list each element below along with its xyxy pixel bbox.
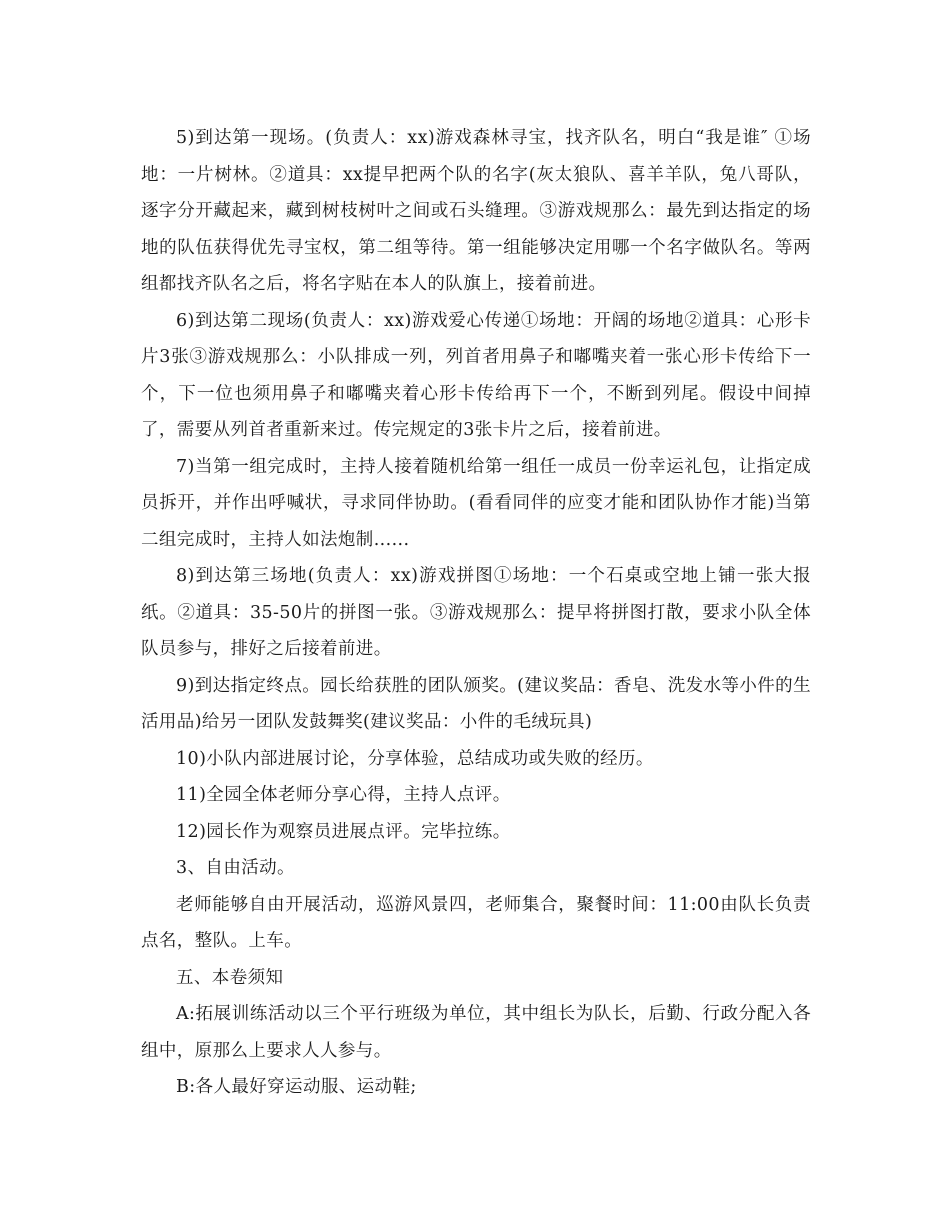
paragraph-note-b: B:各人最好穿运动服、运动鞋; (176, 1077, 417, 1097)
paragraph-note-a: A:拓展训练活动以三个平行班级为单位，其中组长为队长，后勤、行政分配入各组中，原那么上要求人人参与。 (141, 1004, 811, 1061)
paragraph-step-8: 8)到达第三场地(负责人：xx)游戏拼图①场地：一个石桌或空地上铺一张大报纸。②道具：35-50片的拼图一张。③游戏规那么：提早将拼图打散，要求小队全体队员参与，排好之后接着前进。 (141, 566, 811, 659)
section-heading-free-activity: 3、自由活动。 (176, 858, 295, 878)
paragraph-step-5: 5)到达第一现场。(负责人：xx)游戏森林寻宝，找齐队名，明白“我是谁″ ①场地：一片树林。②道具：xx提早把两个队的名字(灰太狼队、喜羊羊队，兔八哥队，逐字分开藏起来，藏到树枝树叶之间或石头缝理。③游戏规那么：最先到达指定的场地的队伍获得优先寻宝权，第二组等待。第一组能够决定用哪一个名字做队名。等两组都找齐队名之后，将名字贴在本人的队旗上，接着前进。 (141, 128, 811, 294)
document-body (141, 120, 811, 1106)
paragraph-step-7: 7)当第一组完成时，主持人接着随机给第一组任一成员一份幸运礼包，让指定成员拆开，并作出呼喊状，寻求同伴协助。(看看同伴的应变才能和团队协作才能)当第二组完成时，主持人如法炮制...... (141, 456, 811, 550)
paragraph-free-activity: 老师能够自由开展活动，巡游风景四，老师集合，聚餐时间：11:00由队长负责点名，整队。上车。 (141, 894, 811, 951)
paragraph-step-11: 11)全园全体老师分享心得，主持人点评。 (176, 785, 511, 805)
paragraph-step-9: 9)到达指定终点。园长给获胜的团队颁奖。(建议奖品：香皂、洗发水等小件的生活用品)给另一团队发鼓舞奖(建议奖品：小件的毛绒玩具) (141, 675, 811, 732)
paragraph-step-6: 6)到达第二现场(负责人：xx)游戏爱心传递①场地：开阔的场地②道具：心形卡片3张③游戏规那么：小队排成一列，列首者用鼻子和嘟嘴夹着一张心形卡传给下一个，下一位也须用鼻子和嘟嘴夹着心形卡传给再下一个，不断到列尾。假设中间掉了，需要从列首者重新来过。传完规定的3张卡片之后，接着前进。 (141, 310, 811, 440)
paragraph-step-12: 12)园长作为观察员进展点评。完毕拉练。 (176, 821, 511, 842)
section-heading-notes: 五、本卷须知 (176, 967, 284, 988)
paragraph-step-10: 10)小队内部进展讨论，分享体验，总结成功或失败的经历。 (176, 748, 654, 769)
